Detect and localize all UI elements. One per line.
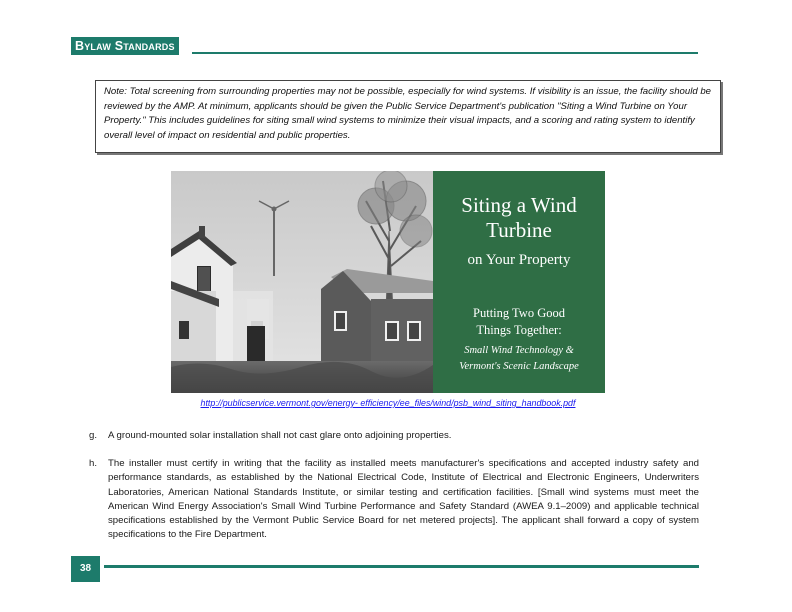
- cover-subtitle-line2: Things Together:: [476, 323, 562, 337]
- handbook-link[interactable]: http://publicservice.vermont.gov/energy- efficiency/ee_files/wind/psb_wind_siting_handbook.pdf: [200, 398, 576, 408]
- note-box: [95, 80, 721, 153]
- header-rule: [192, 52, 698, 54]
- brochure-cover-image: [171, 171, 605, 393]
- cover-subtitle-line1: Putting Two Good: [473, 306, 565, 320]
- page-number: 38: [71, 556, 100, 582]
- list-item-g: [89, 429, 699, 443]
- list-item-text: A ground-mounted solar installation shall not cast glare onto adjoining properties.: [108, 430, 452, 441]
- cover-subtitle-line3: Small Wind Technology &: [464, 345, 574, 356]
- cover-title-line1: Siting a Wind: [461, 193, 577, 217]
- cover-title-line2: Turbine: [486, 218, 552, 242]
- section-title: Bylaw Standards: [75, 39, 175, 53]
- list-item-h: [89, 457, 699, 543]
- cover-title-line3: on Your Property: [467, 252, 571, 268]
- cover-subtitle-line4: Vermont's Scenic Landscape: [459, 361, 579, 372]
- list-marker: g.: [89, 430, 98, 441]
- barn: [321, 269, 433, 361]
- footer-rule: [104, 565, 699, 568]
- note-text: Note: Total screening from surrounding properties may not be possible, especially for wind systems. If visibility is an issue, the facility should be reviewed by the AMP. At minimum, applicants should be given the Public Service Department's publication "Siting a Wind Turbine on Your Property." This includes guidelines for siting small wind systems to minimize their visual impacts, and a scoring and rating system to identify overall level of impact on residential and public properties.: [104, 86, 712, 141]
- photo: [171, 171, 433, 393]
- section-title-badge: [71, 37, 179, 55]
- list-marker: h.: [89, 458, 98, 469]
- list-item-text: The installer must certify in writing that the facility as installed meets manufacturer's specifications and accepted industry safety and performance standards, as established by the National Electrical Code, Institute of Electrical and Electronic Engineers, Underwriters Laboratories, American National Standards Institute, or similar testing and certification facilities. [Small wind systems must meet the American Wind Energy Association's Small Wind Turbine Performance and Safety Standard (AWEA 9.1–2009) and applicable technical specifications established by the Vermont Public Service Board for net metered projects]. The applicant shall forward a copy of system specifications to the Fire Department.: [108, 458, 699, 541]
